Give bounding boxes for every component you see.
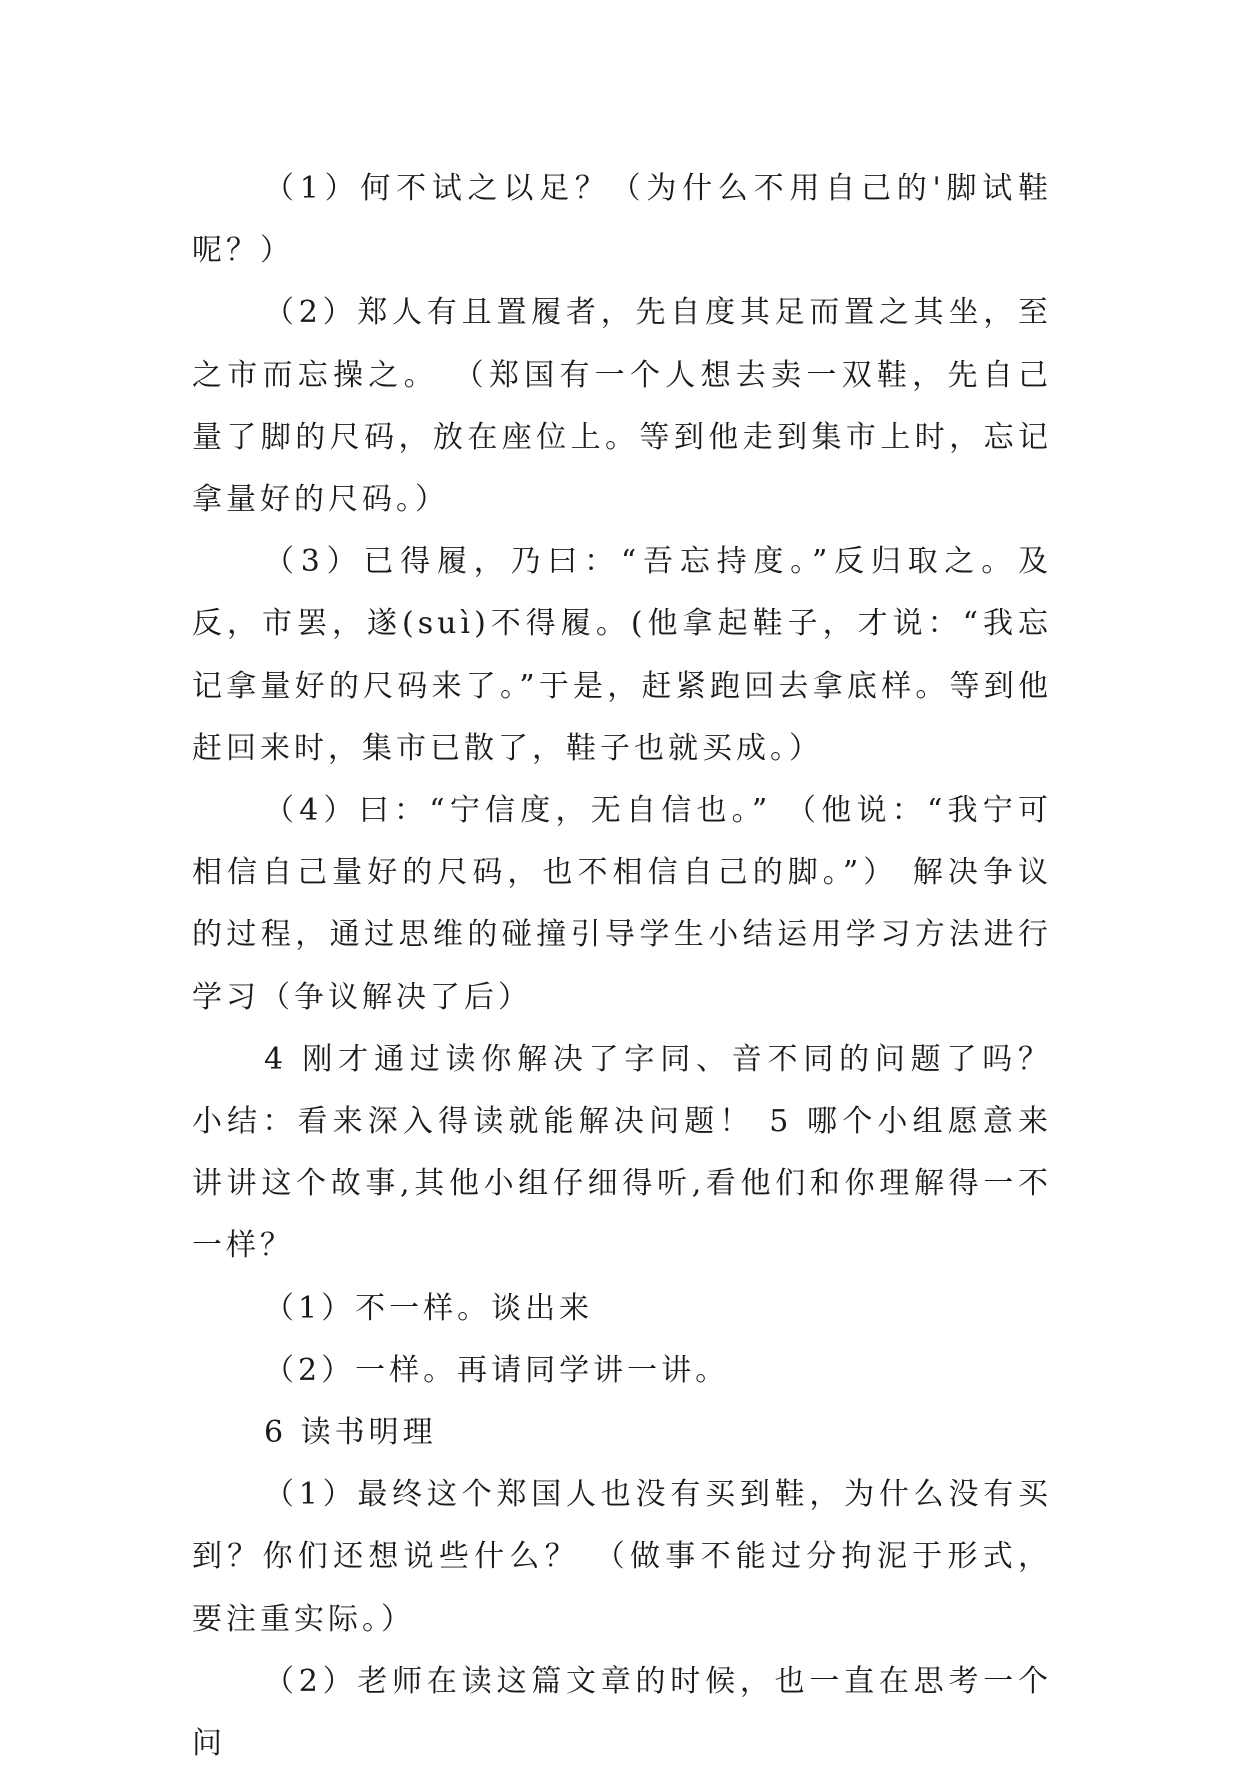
- paragraph-10: （2）老师在读这篇文章的时候，也一直在思考一个问: [192, 1663, 1052, 1762]
- paragraph-6: （1）不一样。谈出来: [264, 1290, 594, 1326]
- paragraph-8: 6 读书明理: [264, 1415, 437, 1451]
- paragraph-1: （1）何不试之以足？（为什么不用自己的'脚试鞋呢？）: [192, 171, 1052, 269]
- paragraph-5: 4 刚才通过读你解决了字同、音不同的问题了吗？ 小结：看来深入得读就能解决问题！ 5 哪个小组愿意来讲讲这个故事,其他小组仔细得听,看他们和你理解得一不一样？: [192, 1041, 1052, 1264]
- paragraph-2: （2）郑人有且置履者，先自度其足而置之其坐，至之市而忘操之。 （郑国有一个人想去卖一双鞋，先自己量了脚的尺码，放在座位上。等到他走到集市上时，忘记拿量好的尺码。）: [192, 295, 1052, 518]
- document-body: [192, 158, 1052, 1775]
- paragraph-9: （1）最终这个郑国人也没有买到鞋，为什么没有买到？你们还想说些什么？ （做事不能过分拘泥于形式，要注重实际。）: [192, 1477, 1052, 1637]
- paragraph-3: （3）已得履，乃曰：“吾忘持度。”反归取之。及反，市罢，遂(suì)不得履。(他拿起鞋子，才说：“我忘记拿量好的尺码来了。”于是，赶紧跑回去拿底样。等到他赶回来时，集市已散了，鞋子也就买成。）: [192, 544, 1052, 766]
- paragraph-7: （2）一样。再请同学讲一讲。: [264, 1352, 730, 1388]
- paragraph-4: （4）曰：“宁信度，无自信也。” （他说：“我宁可相信自己量好的尺码，也不相信自己的脚。”） 解决争议的过程，通过思维的碰撞引导学生小结运用学习方法进行学习（争议解决了后）: [192, 793, 1052, 1015]
